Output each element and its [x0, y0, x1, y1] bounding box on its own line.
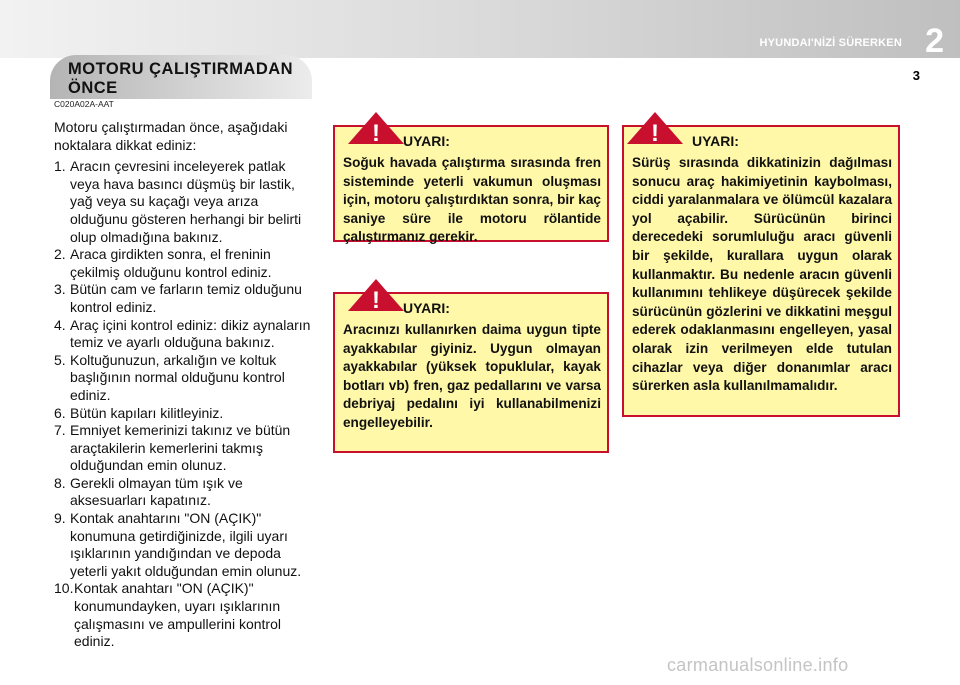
header-band	[0, 0, 960, 58]
list-item	[54, 510, 312, 580]
section-title	[68, 60, 293, 98]
list-item	[54, 281, 312, 316]
step-text: Koltuğunuzun, arkalığın ve koltuk başlığının normal olduğunu kontrol ediniz.	[70, 351, 285, 403]
step-text: Gerekli olmayan tüm ışık ve aksesuarları kapatınız.	[70, 474, 243, 509]
svg-text:!: !	[372, 120, 380, 145]
page-number: 3	[912, 68, 920, 83]
warning-triangle-icon	[347, 278, 405, 312]
step-number: 7.	[54, 422, 66, 439]
step-text: Emniyet kemerinizi takınız ve bütün araçtakilerin kemerlerini takmış olduğundan emin olunuz.	[70, 422, 291, 474]
chapter-title: HYUNDAI'NİZİ SÜRERKEN	[759, 37, 902, 49]
section-title-line1: MOTORU ÇALIŞTIRMADAN	[68, 60, 294, 78]
list-item	[54, 158, 312, 246]
step-number: 5.	[54, 351, 66, 368]
section-code: C020A02A-AAT	[54, 99, 114, 109]
svg-text:!: !	[651, 120, 659, 145]
warning-heading: UYARI:	[403, 300, 450, 316]
list-item	[54, 246, 312, 281]
step-text: Aracın çevresini inceleyerek patlak veya hava basıncı düşmüş bir lastik, yağ veya su kaçağı veya arıza olduğunu gösteren herhangi bir belirti olup olmadığına bakınız.	[70, 158, 302, 245]
list-item	[54, 475, 312, 510]
warning-box-cold-start	[333, 120, 609, 245]
list-item	[54, 405, 312, 423]
step-text: Kontak anahtarını "ON (AÇIK)" konumuna getirdiğinizde, ilgili uyarı ışıklarının yandığından ve depoda yeterli yakıt olduğundan emin olunuz.	[70, 510, 302, 579]
step-number: 6.	[54, 404, 66, 421]
warning-text: Soğuk havada çalıştırma sırasında fren sisteminde yeterli vakumun oluşması için, motoru çalıştırdıktan sonra, bir kaç saniye süre ile motoru rölantide çalıştırmanız gerekir.	[343, 155, 601, 245]
step-text: Bütün cam ve farların temiz olduğunu kontrol ediniz.	[70, 281, 302, 315]
step-number: 3.	[54, 281, 66, 298]
step-number: 10.	[54, 580, 74, 597]
instructions-column	[54, 119, 312, 651]
warning-heading: UYARI:	[692, 133, 739, 149]
step-number: 1.	[54, 158, 66, 175]
step-text: Bütün kapıları kilitleyiniz.	[70, 404, 224, 421]
step-text: Kontak anahtarı "ON (AÇIK)" konumundayken, uyarı ışıklarının çalışmasını ve ampullerini kontrol ediniz.	[74, 580, 281, 650]
chapter-number: 2	[925, 22, 944, 60]
list-item	[54, 422, 312, 475]
warning-text: Aracınızı kullanırken daima uygun tipte ayakkabılar giyiniz. Uygun olmayan ayakkabılar (yüksek topuklular, kayak botları vb) fren, gaz pedallarını ve varsa debriyaj pedalını iyi kullanabilmenizi engelleyebilir.	[343, 322, 601, 430]
warning-box-distraction	[622, 120, 900, 417]
warning-box-footwear	[333, 287, 609, 453]
step-number: 8.	[54, 474, 66, 491]
warning-triangle-icon	[626, 111, 684, 145]
svg-text:!: !	[372, 287, 380, 312]
warning-heading: UYARI:	[403, 133, 450, 149]
watermark: carmanualsonline.info	[667, 655, 849, 675]
step-number: 4.	[54, 316, 66, 333]
step-text: Araç içini kontrol ediniz: dikiz aynaların temiz ve ayarlı olduğuna bakınız.	[70, 316, 311, 351]
list-item	[54, 580, 312, 650]
section-title-line2: ÖNCE	[68, 79, 118, 97]
intro-text: Motoru çalıştırmadan önce, aşağıdaki noktalara dikkat ediniz:	[54, 119, 288, 153]
list-item	[54, 352, 312, 405]
step-text: Araca girdikten sonra, el freninin çekilmiş olduğunu kontrol ediniz.	[70, 246, 272, 280]
step-number: 9.	[54, 510, 66, 527]
warning-text: Sürüş sırasında dikkatinizin dağılması sonucu araç hakimiyetinin kaybolması, ciddi yaralanmalara ve ölümcül kazalara yol açabilir. Sürücünün birinci derecedeki sorumluluğu aracı güvenli bir şekilde, kurallara uygun olarak kullanmaktır. Bu nedenle aracın güvenli kullanımını tehlikeye düşürecek şekilde sürücünün gözlerini ve dikkatini meşgul ederek odaklanmasını engelleyen, yasal olarak izin verilmeyen elde tutulan cihazlar veya diğer donanımlar aracı sürerken asla kullanılmamalıdır.	[632, 155, 892, 394]
steps-list	[54, 158, 312, 651]
list-item	[54, 317, 312, 352]
step-number: 2.	[54, 246, 66, 263]
warning-triangle-icon	[347, 111, 405, 145]
